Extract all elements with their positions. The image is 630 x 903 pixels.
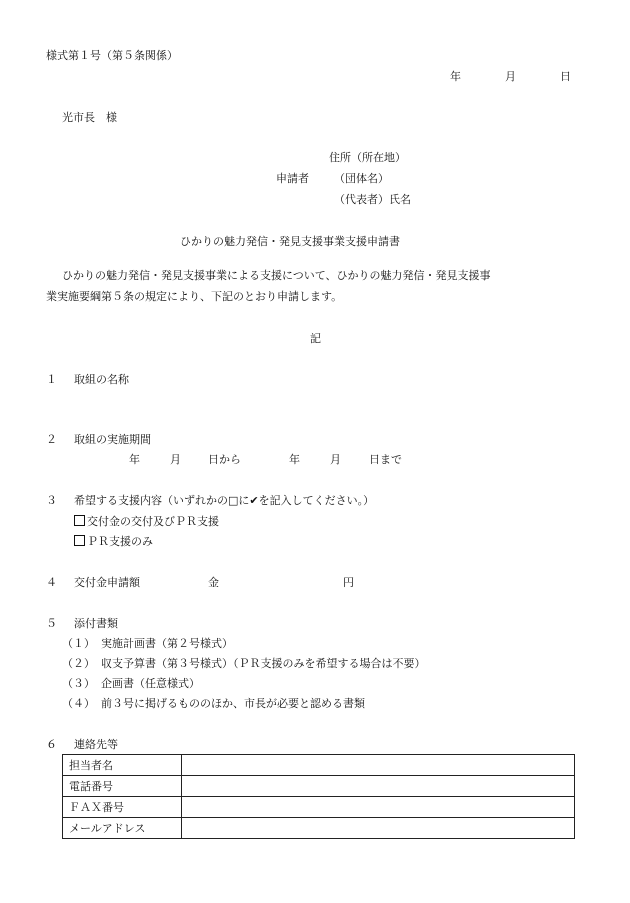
period-to-month: 月 [330,453,341,466]
checkbox-pr-only[interactable] [74,535,85,546]
attachment-1-text: 実施計画書（第２号様式） [101,637,233,650]
intro-line-2: 業実施要綱第５条の規定により、下記のとおり申請します。 [46,290,343,303]
date-day: 日 [560,70,571,83]
section-6-number: ６ [46,738,57,751]
amount-kin: 金 [208,576,219,589]
contact-phone-field[interactable] [182,776,575,797]
contact-person-field[interactable] [182,755,575,776]
section-3-label: 希望する支援内容（いずれかの□に✔を記入してください。） [74,494,375,507]
attachment-4-number: （４） [62,697,95,710]
period-to-day: 日まで [369,453,402,466]
attachment-4-text: 前３号に掲げるもののほか、市長が必要と認める書類 [101,697,365,710]
contact-fax-field[interactable] [182,797,575,818]
attachment-3-text: 企画書（任意様式） [101,677,200,690]
amount-yen: 円 [343,576,354,589]
applicant-label: 申請者 [276,172,309,185]
contact-table [62,754,575,839]
contact-row-phone [63,776,575,797]
representative-label: （代表者）氏名 [334,193,411,206]
address-label: 住所（所在地） [329,151,406,164]
attachment-1-number: （１） [62,637,95,650]
section-1-label: 取組の名称 [74,373,129,386]
attachment-2-number: （２） [62,657,95,670]
form-number: 様式第１号（第５条関係） [46,49,178,62]
contact-row-fax [63,797,575,818]
section-2-number: ２ [46,433,57,446]
section-5-label: 添付書類 [74,617,118,630]
contact-row-email [63,818,575,839]
contact-row-person [63,755,575,776]
ki-heading: 記 [310,332,321,345]
contact-email-label: メールアドレス [63,818,182,839]
date-month: 月 [505,70,516,83]
attachment-2-text: 収支予算書（第３号様式）（ＰＲ支援のみを希望する場合は不要） [101,657,426,670]
attachment-3-number: （３） [62,677,95,690]
contact-fax-label: ＦＡＸ番号 [63,797,182,818]
addressee: 光市長 様 [62,111,117,124]
option-grant-and-pr-label: 交付金の交付及びＰＲ支援 [87,515,219,528]
intro-line-1: ひかりの魅力発信・発見支援事業による支援について、ひかりの魅力発信・発見支援事 [62,269,491,282]
section-2-label: 取組の実施期間 [74,433,151,446]
period-from-year: 年 [129,453,140,466]
contact-phone-label: 電話番号 [63,776,182,797]
option-grant-and-pr[interactable] [74,515,219,529]
period-from-month: 月 [170,453,181,466]
section-4-label: 交付金申請額 [74,576,140,589]
contact-email-field[interactable] [182,818,575,839]
option-pr-only-label: ＰＲ支援のみ [87,535,153,548]
section-1-number: １ [46,373,57,386]
section-4-number: ４ [46,576,57,589]
date-year: 年 [450,70,461,83]
checkbox-grant-and-pr[interactable] [74,515,85,526]
period-from-day: 日から [208,453,241,466]
contact-person-label: 担当者名 [63,755,182,776]
option-pr-only[interactable] [74,535,153,549]
section-6-label: 連絡先等 [74,738,118,751]
period-to-year: 年 [289,453,300,466]
section-5-number: ５ [46,617,57,630]
group-label: （団体名） [334,172,389,185]
section-3-number: ３ [46,494,57,507]
document-title: ひかりの魅力発信・発見支援事業支援申請書 [180,235,400,248]
